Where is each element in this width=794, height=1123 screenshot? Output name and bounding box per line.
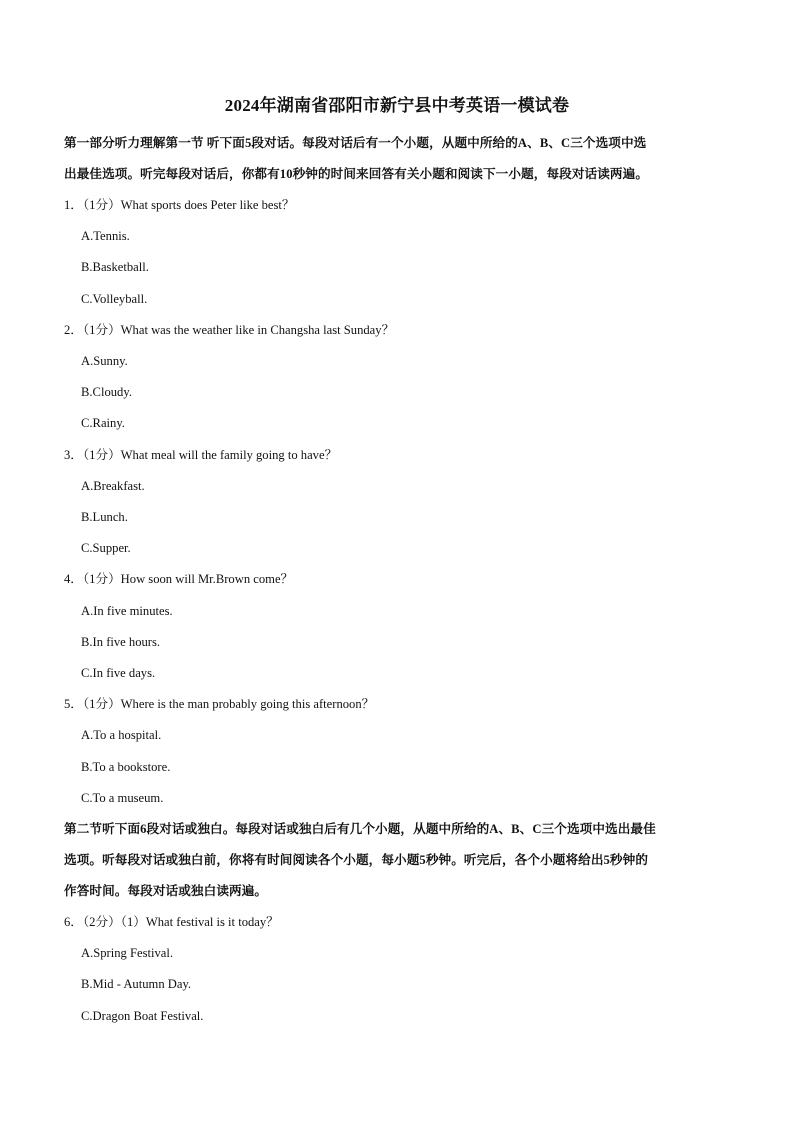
section-1-instructions (64, 128, 730, 190)
option-b: B.Mid - Autumn Day. (81, 977, 192, 992)
option-a: A.Breakfast. (81, 478, 145, 493)
question-6 (64, 907, 730, 1032)
question-number: 2． (64, 322, 83, 337)
question-2 (64, 315, 730, 440)
section-2-line-2: 选项。听每段对话或独白前，你将有时间阅读各个小题，每小题5秒钟。听完后，各个小题将给出5秒钟的 (64, 853, 649, 868)
question-text: What sports does Peter like best？ (120, 198, 295, 212)
option-a: A.Sunny. (81, 354, 128, 369)
section-1-line-2: 出最佳选项。听完每段对话后，你都有10秒钟的时间来回答有关小题和阅读下一小题，每段对话读两遍。 (64, 167, 649, 181)
option-b: B.Basketball. (81, 260, 149, 275)
option-b: B.Cloudy. (81, 385, 132, 400)
question-text: How soon will Mr.Brown come？ (120, 572, 294, 587)
section-2-line-1: 第二节听下面6段对话或独白。每段对话或独白后有几个小题，从题中所给的A、B、C三个选项中选出最佳 (64, 822, 656, 837)
question-5 (64, 689, 730, 814)
option-a: A.In five minutes. (81, 603, 173, 618)
question-1 (64, 190, 730, 315)
exam-title: 2024年湖南省邵阳市新宁县中考英语一模试卷 (224, 96, 570, 115)
question-text: What was the weather like in Changsha last Sunday？ (120, 322, 395, 337)
option-c: C.Volleyball. (81, 291, 148, 306)
question-score: （1分） (82, 572, 121, 587)
option-a: A.Tennis. (81, 229, 130, 244)
question-score: （2分） (82, 915, 121, 930)
section-1-line-1: 第一部分听力理解第一节 听下面5段对话。每段对话后有一个小题，从题中所给的A、B、C三个选项中选 (64, 136, 647, 150)
question-text: Where is the man probably going this afternoon？ (120, 697, 375, 712)
question-number: 5． (64, 697, 83, 712)
question-4 (64, 564, 730, 689)
option-b: B.To a bookstore. (81, 759, 171, 774)
question-text: What meal will the family going to have？ (120, 447, 338, 462)
question-score: （1分） (82, 198, 121, 212)
question-score: （1分） (82, 697, 121, 712)
option-c: C.Supper. (81, 541, 131, 556)
option-c: C.To a museum. (81, 790, 164, 805)
question-number: 6． (64, 915, 83, 930)
question-3 (64, 440, 730, 565)
sub-question-number: （1） (120, 915, 146, 930)
question-number: 4． (64, 572, 83, 587)
option-a: A.To a hospital. (81, 728, 162, 743)
question-text: What festival is it today？ (145, 915, 279, 930)
option-b: B.In five hours. (81, 634, 161, 649)
section-2-line-3: 作答时间。每段对话或独白读两遍。 (64, 884, 268, 899)
option-c: C.Dragon Boat Festival. (81, 1008, 204, 1023)
question-number: 3． (64, 447, 83, 462)
option-a: A.Spring Festival. (81, 946, 174, 961)
option-c: C.In five days. (81, 666, 156, 681)
option-c: C.Rainy. (81, 416, 125, 431)
section-2-instructions (64, 814, 730, 907)
question-score: （1分） (82, 322, 121, 337)
question-score: （1分） (82, 447, 121, 462)
option-b: B.Lunch. (81, 510, 128, 525)
question-number: 1． (64, 198, 83, 212)
